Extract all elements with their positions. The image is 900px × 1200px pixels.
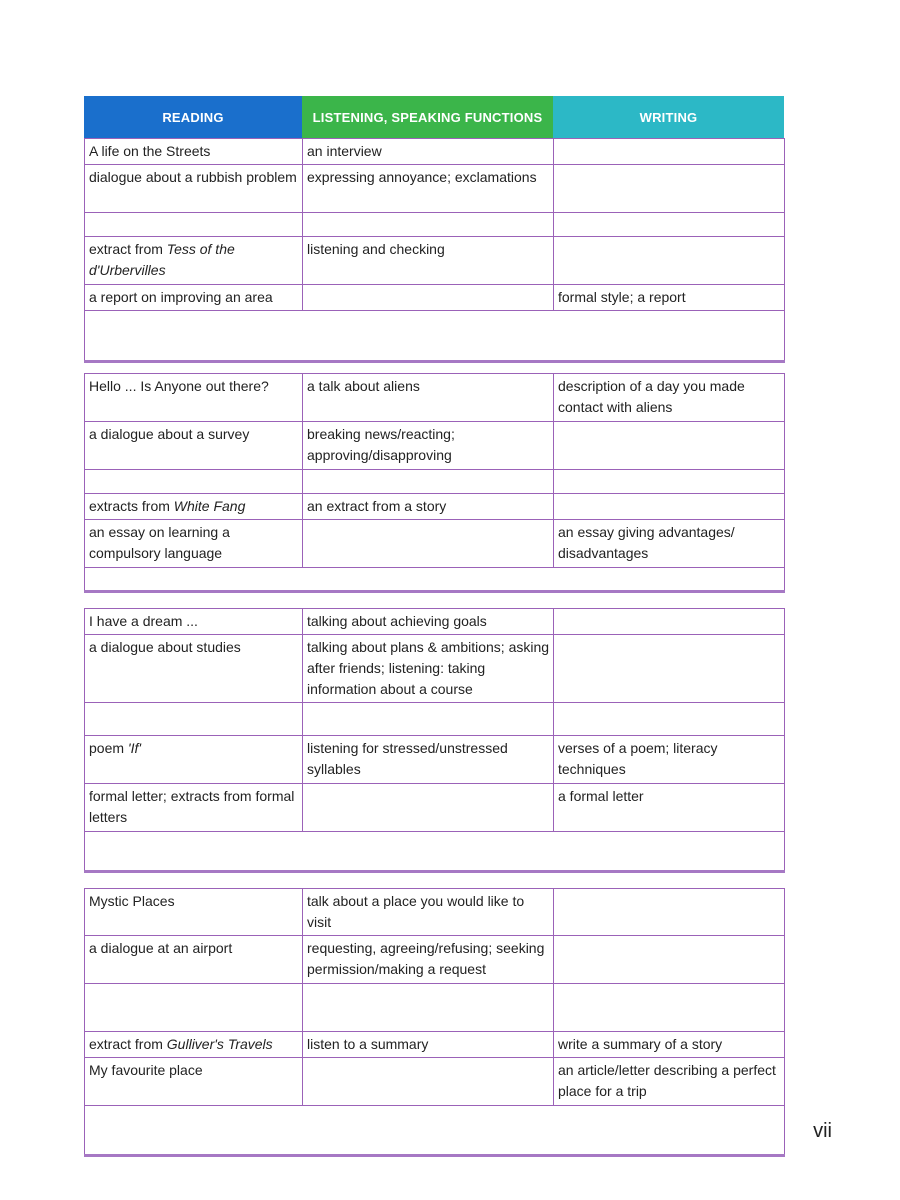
reading-text: a dialogue about a survey	[89, 426, 250, 442]
unit-table	[84, 138, 785, 363]
reading-text: I have a dream ...	[89, 613, 198, 629]
writing-cell	[554, 936, 785, 984]
unit-table	[84, 373, 785, 593]
writing-cell	[554, 139, 785, 165]
reading-text: dialogue about a rubbish problem	[89, 169, 297, 185]
reading-text: an essay on learning a compulsory language	[89, 524, 230, 561]
table-row	[85, 936, 785, 984]
reading-text: extract from	[89, 1036, 167, 1052]
listening-cell	[303, 784, 554, 832]
writing-cell: write a summary of a story	[554, 1032, 785, 1058]
table-row	[85, 374, 785, 422]
unit-table	[84, 608, 785, 873]
listening-cell: listening for stressed/unstressed syllables	[303, 736, 554, 784]
table-row	[85, 1032, 785, 1058]
writing-cell: verses of a poem; literacy techniques	[554, 736, 785, 784]
reading-cell	[85, 889, 303, 936]
writing-cell: an article/letter describing a perfect place for a trip	[554, 1058, 785, 1106]
writing-cell	[554, 165, 785, 213]
writing-cell	[554, 635, 785, 703]
table-row	[85, 520, 785, 568]
reading-cell	[85, 237, 303, 285]
listening-cell: an extract from a story	[303, 494, 554, 520]
writing-cell	[554, 703, 785, 736]
writing-cell	[554, 470, 785, 494]
reading-text: a dialogue at an airport	[89, 940, 233, 956]
writing-cell	[554, 609, 785, 635]
reading-cell	[85, 213, 303, 237]
table-row	[85, 422, 785, 470]
reading-text: A life on the Streets	[89, 143, 211, 159]
listening-cell: breaking news/reacting; approving/disapproving	[303, 422, 554, 470]
writing-cell	[554, 422, 785, 470]
reading-cell	[85, 984, 303, 1032]
listening-cell	[303, 285, 554, 311]
table-row	[85, 784, 785, 832]
header-reading: READING	[84, 96, 302, 138]
table-row	[85, 568, 785, 592]
reading-title: Gulliver's Travels	[166, 1036, 273, 1052]
listening-cell	[303, 470, 554, 494]
table-row	[85, 984, 785, 1032]
empty-row-cell	[85, 568, 785, 592]
reading-cell	[85, 285, 303, 311]
reading-cell	[85, 422, 303, 470]
reading-cell	[85, 520, 303, 568]
table-row	[85, 703, 785, 736]
listening-cell: listen to a summary	[303, 1032, 554, 1058]
reading-text: Mystic Places	[89, 893, 175, 909]
listening-cell: talking about plans & ambitions; asking after friends; listening: taking information about a course	[303, 635, 554, 703]
table-row	[85, 1058, 785, 1106]
table-row	[85, 494, 785, 520]
reading-cell	[85, 784, 303, 832]
listening-cell: expressing annoyance; exclamations	[303, 165, 554, 213]
table-row	[85, 139, 785, 165]
empty-row-cell	[85, 832, 785, 872]
table-row	[85, 609, 785, 635]
reading-text: a dialogue about studies	[89, 639, 241, 655]
reading-text: extracts from	[89, 498, 174, 514]
reading-text: extract from	[89, 241, 167, 257]
reading-text: Hello ... Is Anyone out there?	[89, 378, 269, 394]
writing-cell: formal style; a report	[554, 285, 785, 311]
listening-cell: a talk about aliens	[303, 374, 554, 422]
reading-cell	[85, 736, 303, 784]
table-row	[85, 1106, 785, 1156]
listening-cell: talking about achieving goals	[303, 609, 554, 635]
reading-text: poem	[89, 740, 128, 756]
reading-title: 'If'	[127, 740, 142, 756]
table-row	[85, 470, 785, 494]
table-header	[84, 96, 784, 138]
table-row	[85, 237, 785, 285]
reading-cell	[85, 494, 303, 520]
reading-text: formal letter; extracts from formal letters	[89, 788, 295, 825]
listening-cell: requesting, agreeing/refusing; seeking permission/making a request	[303, 936, 554, 984]
listening-cell	[303, 984, 554, 1032]
reading-cell	[85, 165, 303, 213]
reading-title: White Fang	[173, 498, 246, 514]
units-container	[84, 138, 784, 1157]
writing-cell: description of a day you made contact with aliens	[554, 374, 785, 422]
writing-cell: a formal letter	[554, 784, 785, 832]
reading-text: My favourite place	[89, 1062, 203, 1078]
reading-title: Tess of the d'Urbervilles	[89, 241, 235, 278]
writing-cell	[554, 494, 785, 520]
table-row	[85, 889, 785, 936]
header-writing: WRITING	[553, 96, 784, 138]
listening-cell	[303, 703, 554, 736]
table-row	[85, 635, 785, 703]
reading-cell	[85, 609, 303, 635]
reading-cell	[85, 703, 303, 736]
header-listening-speaking: LISTENING, SPEAKING FUNCTIONS	[302, 96, 553, 138]
reading-cell	[85, 139, 303, 165]
reading-cell	[85, 1032, 303, 1058]
listening-cell	[303, 520, 554, 568]
reading-cell	[85, 1058, 303, 1106]
page-number: vii	[813, 1120, 832, 1142]
reading-cell	[85, 936, 303, 984]
listening-cell: talk about a place you would like to visit	[303, 889, 554, 936]
syllabus-table	[84, 96, 784, 1157]
writing-cell: an essay giving advantages/ disadvantages	[554, 520, 785, 568]
writing-cell	[554, 889, 785, 936]
reading-text: a report on improving an area	[89, 289, 273, 305]
listening-cell: an interview	[303, 139, 554, 165]
writing-cell	[554, 237, 785, 285]
listening-cell	[303, 213, 554, 237]
unit-table	[84, 888, 785, 1157]
table-row	[85, 832, 785, 872]
writing-cell	[554, 984, 785, 1032]
reading-cell	[85, 635, 303, 703]
empty-row-cell	[85, 311, 785, 362]
unit-spacer	[84, 873, 784, 888]
table-row	[85, 311, 785, 362]
reading-cell	[85, 470, 303, 494]
table-row	[85, 165, 785, 213]
empty-row-cell	[85, 1106, 785, 1156]
unit-spacer	[84, 593, 784, 608]
writing-cell	[554, 213, 785, 237]
reading-cell	[85, 374, 303, 422]
listening-cell: listening and checking	[303, 237, 554, 285]
table-row	[85, 736, 785, 784]
listening-cell	[303, 1058, 554, 1106]
table-row	[85, 285, 785, 311]
table-row	[85, 213, 785, 237]
unit-spacer	[84, 363, 784, 373]
